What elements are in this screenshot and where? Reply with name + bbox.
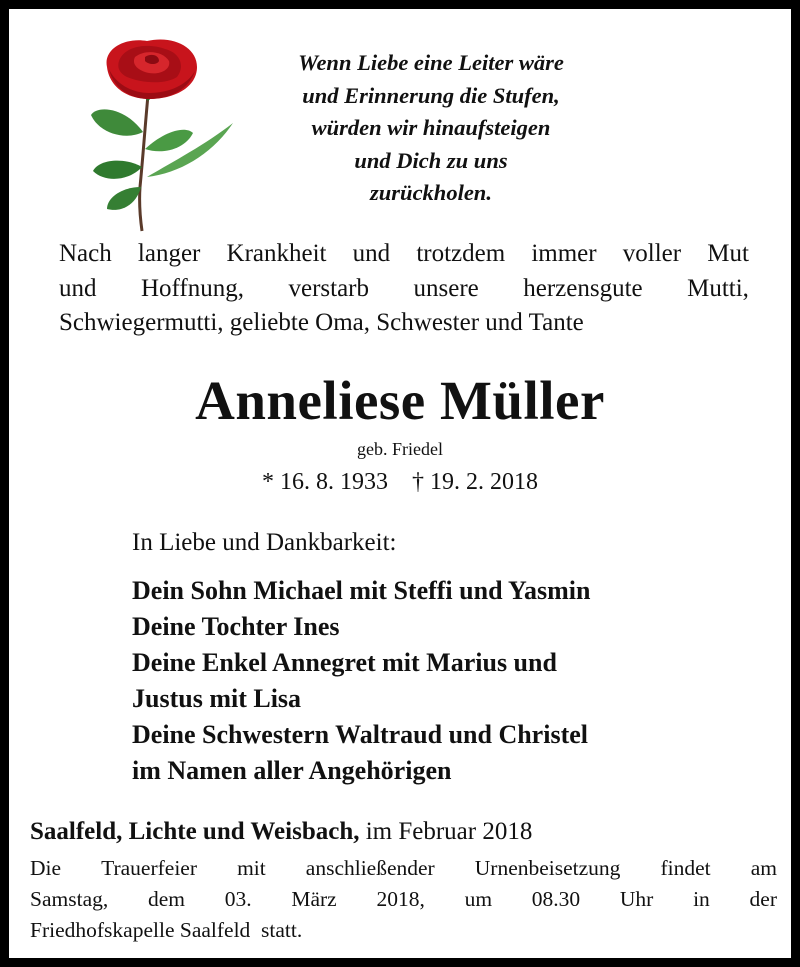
poem-line: zurückholen. (370, 180, 492, 205)
funeral-info (30, 853, 777, 946)
word: der (749, 887, 777, 911)
funeral-line-3: Friedhofskapelle Saalfeld statt. (30, 918, 303, 942)
mourner-line: im Namen aller Angehörigen (132, 756, 452, 785)
word: März (291, 887, 337, 911)
funeral-line-1 (30, 853, 777, 884)
word: Samstag, (30, 887, 109, 911)
birth-date: * 16. 8. 1933 (262, 469, 388, 495)
word: Krankheit (226, 240, 327, 267)
word: um (464, 887, 493, 911)
word: 08.30 (531, 887, 581, 911)
word: Nach (59, 240, 112, 267)
intro-text (59, 237, 749, 341)
funeral-line-2 (30, 884, 777, 915)
word: herzensgute (523, 274, 643, 302)
poem (231, 47, 631, 210)
word: trotzdem (416, 240, 506, 267)
obituary-notice (9, 9, 791, 958)
word: 2018, (376, 887, 425, 911)
mourner-line: Dein Sohn Michael mit Steffi und Yasmin (132, 576, 591, 605)
word: langer (137, 240, 201, 267)
word: in (693, 887, 710, 911)
mourner-line: Justus mit Lisa (132, 684, 302, 713)
word: und (352, 240, 391, 267)
poem-line: und Dich zu uns (354, 147, 508, 173)
word: mit (237, 856, 266, 880)
death-date: † 19. 2. 2018 (412, 469, 538, 495)
intro-line-1 (59, 237, 749, 272)
word: Mutti, (687, 274, 749, 302)
word: am (750, 856, 777, 880)
rose-icon (85, 37, 235, 233)
word: dem (147, 887, 185, 911)
word: Uhr (619, 887, 654, 911)
word: immer (531, 240, 597, 267)
mourner-line: Deine Tochter Ines (132, 612, 340, 641)
maiden-name: geb. Friedel (357, 439, 443, 459)
deceased-name: Anneliese Müller (195, 370, 605, 431)
word: anschließender (305, 856, 435, 880)
word: unsere (413, 274, 479, 302)
poem-line: würden wir hinaufsteigen (311, 115, 551, 140)
word: verstarb (288, 274, 370, 302)
intro-line-2 (59, 272, 749, 307)
word: Die (30, 856, 62, 880)
word: findet (660, 856, 711, 880)
place-date-line (30, 815, 532, 849)
mourner-line: Deine Enkel Annegret mit Marius und (132, 648, 557, 677)
life-dates (9, 467, 791, 497)
mourners-list (132, 573, 590, 789)
word: voller (622, 240, 682, 267)
mourner-line: Deine Schwestern Waltraud und Christel (132, 720, 588, 749)
word: Mut (707, 240, 749, 267)
word: Hoffnung, (140, 274, 244, 302)
month-year: im Februar 2018 (359, 818, 533, 845)
poem-line: und Erinnerung die Stufen, (302, 82, 560, 108)
gratitude-line: In Liebe und Dankbarkeit: (132, 529, 397, 556)
word: Urnenbeisetzung (474, 856, 621, 880)
word: 03. (224, 887, 252, 911)
word: Trauerfeier (101, 856, 198, 880)
word: und (59, 274, 97, 302)
intro-line-3: Schwiegermutti, geliebte Oma, Schwester und Tante (59, 309, 584, 336)
locations: Saalfeld, Lichte und Weisbach, (30, 818, 360, 845)
poem-line: Wenn Liebe eine Leiter wäre (298, 50, 564, 75)
